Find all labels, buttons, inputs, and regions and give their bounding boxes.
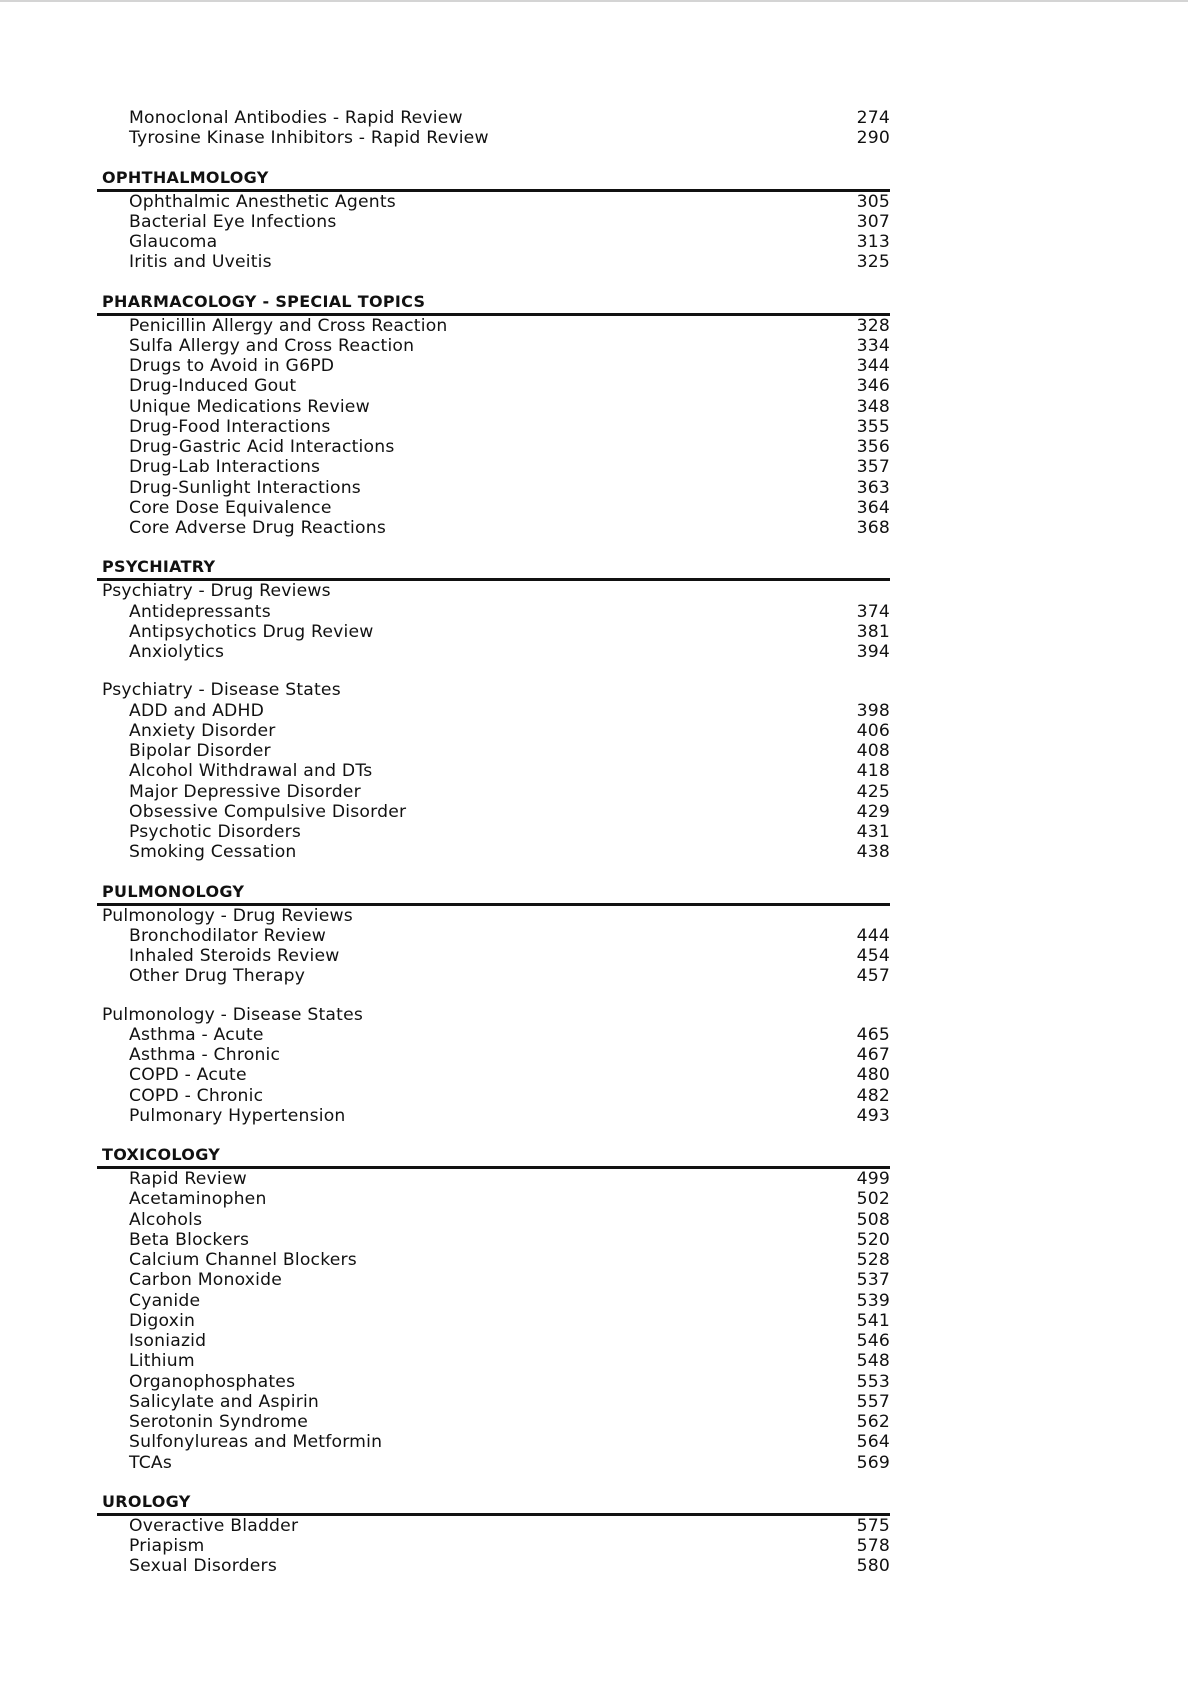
toc-entry[interactable] xyxy=(102,782,890,802)
toc-entry-page-number: 431 xyxy=(856,822,890,842)
section-heading: PHARMACOLOGY - SPECIAL TOPICS xyxy=(102,291,426,311)
toc-entry[interactable] xyxy=(102,1392,890,1412)
toc-entry-title: Iritis and Uveitis xyxy=(129,252,272,273)
toc-entry-page-number: 465 xyxy=(856,1024,890,1045)
section-heading: TOXICOLOGY xyxy=(102,1145,221,1164)
toc-entry[interactable] xyxy=(102,1556,890,1576)
toc-entry-page-number: 274 xyxy=(856,108,890,128)
toc-entry[interactable] xyxy=(102,457,890,477)
subsection-label: Psychiatry - Drug Reviews xyxy=(102,581,331,602)
toc-entry-page-number: 541 xyxy=(856,1310,890,1331)
toc-entry[interactable] xyxy=(102,642,890,662)
toc-entry-title: Carbon Monoxide xyxy=(129,1270,283,1291)
toc-entry-page-number: 548 xyxy=(856,1351,890,1372)
toc-entry[interactable] xyxy=(102,946,890,966)
toc-entry-page-number: 398 xyxy=(856,700,890,721)
toc-entry-page-number: 348 xyxy=(856,396,890,417)
toc-entry[interactable] xyxy=(102,622,890,642)
toc-entry-page-number: 313 xyxy=(856,232,890,252)
toc-entry[interactable] xyxy=(102,741,890,761)
toc-entry[interactable] xyxy=(102,1270,890,1290)
toc-entry-page-number: 307 xyxy=(856,211,890,232)
toc-entry[interactable] xyxy=(102,1250,890,1270)
toc-entry[interactable] xyxy=(102,1453,890,1473)
toc-entry-page-number: 537 xyxy=(856,1270,890,1291)
section-heading: PSYCHIATRY xyxy=(102,557,216,577)
toc-entry[interactable] xyxy=(102,822,890,842)
toc-entry-title: Asthma - Acute xyxy=(129,1024,264,1045)
toc-entry-title: Lithium xyxy=(129,1351,195,1372)
subsection-label: Psychiatry - Disease States xyxy=(102,680,341,701)
toc-entry-title: TCAs xyxy=(129,1452,173,1473)
toc-entry-title: Digoxin xyxy=(129,1310,196,1331)
toc-entry-title: Drug-Gastric Acid Interactions xyxy=(129,437,395,457)
toc-entry-title: Penicillin Allergy and Cross Reaction xyxy=(129,315,448,336)
toc-entry-page-number: 368 xyxy=(856,518,890,538)
toc-entry-page-number: 480 xyxy=(856,1065,890,1086)
toc-entry-page-number: 482 xyxy=(856,1085,890,1106)
toc-entry-page-number: 539 xyxy=(856,1290,890,1311)
toc-entry[interactable] xyxy=(102,1106,890,1126)
toc-entry-title: Psychotic Disorders xyxy=(129,822,302,842)
toc-entry[interactable] xyxy=(102,1516,890,1536)
toc-entry[interactable] xyxy=(102,602,890,622)
toc-entry-page-number: 557 xyxy=(856,1391,890,1412)
section-spacer xyxy=(102,538,890,557)
toc-entry-title: Antidepressants xyxy=(129,601,271,622)
toc-entry[interactable] xyxy=(102,842,890,862)
toc-entry-title: Drug-Induced Gout xyxy=(129,376,297,397)
toc-entry[interactable] xyxy=(102,437,890,457)
toc-entry-title: Anxiolytics xyxy=(129,642,225,662)
toc-entry-page-number: 564 xyxy=(856,1432,890,1453)
toc-entry-title: Overactive Bladder xyxy=(129,1515,299,1536)
toc-entry[interactable] xyxy=(102,1065,890,1085)
toc-entry[interactable] xyxy=(102,252,890,272)
toc-entry-page-number: 418 xyxy=(856,761,890,782)
toc-entry[interactable] xyxy=(102,192,890,212)
toc-entry-title: ADD and ADHD xyxy=(129,700,265,721)
toc-entry-title: Drug-Lab Interactions xyxy=(129,457,321,478)
toc-entry-page-number: 569 xyxy=(856,1452,890,1473)
section-spacer xyxy=(102,863,890,882)
toc-entry-page-number: 575 xyxy=(856,1515,890,1536)
toc-entry-page-number: 363 xyxy=(856,477,890,498)
section-heading: OPHTHALMOLOGY xyxy=(102,167,269,187)
toc-entry-page-number: 381 xyxy=(856,621,890,642)
toc-entry[interactable] xyxy=(102,1311,890,1331)
toc-entry-page-number: 444 xyxy=(856,925,890,946)
toc-entry-title: Core Dose Equivalence xyxy=(129,497,332,518)
table-of-contents xyxy=(102,108,890,1577)
toc-entry-page-number: 290 xyxy=(856,128,890,149)
toc-entry-page-number: 467 xyxy=(856,1045,890,1065)
toc-entry-page-number: 528 xyxy=(856,1250,890,1270)
toc-entry-page-number: 502 xyxy=(856,1189,890,1210)
toc-entry-title: Obsessive Compulsive Disorder xyxy=(129,801,407,822)
toc-entry[interactable] xyxy=(102,1210,890,1230)
toc-entry[interactable] xyxy=(102,336,890,356)
toc-entry-title: Drug-Sunlight Interactions xyxy=(129,477,361,498)
toc-entry[interactable] xyxy=(102,212,890,232)
toc-entry[interactable] xyxy=(102,926,890,946)
toc-entry-page-number: 355 xyxy=(856,416,890,437)
toc-entry-title: Monoclonal Antibodies - Rapid Review xyxy=(129,108,463,128)
toc-entry[interactable] xyxy=(102,356,890,376)
section-spacer xyxy=(102,1473,890,1492)
subsection-label: Pulmonology - Drug Reviews xyxy=(102,905,353,926)
toc-entry[interactable] xyxy=(102,397,890,417)
toc-entry[interactable] xyxy=(102,701,890,721)
toc-entry-title: Glaucoma xyxy=(129,232,218,252)
toc-entry-page-number: 374 xyxy=(856,601,890,622)
toc-entry[interactable] xyxy=(102,108,890,128)
toc-entry-title: Priapism xyxy=(129,1536,205,1556)
toc-entry-title: Antipsychotics Drug Review xyxy=(129,621,374,642)
toc-entry-title: Isoniazid xyxy=(129,1331,207,1351)
toc-entry-title: Alcohols xyxy=(129,1209,203,1230)
toc-entry-page-number: 408 xyxy=(856,741,890,761)
toc-entry-page-number: 499 xyxy=(856,1169,890,1189)
toc-entry-page-number: 508 xyxy=(856,1209,890,1230)
toc-entry-page-number: 328 xyxy=(856,315,890,336)
toc-entry-page-number: 562 xyxy=(856,1412,890,1432)
toc-entry[interactable] xyxy=(102,498,890,518)
toc-entry-title: Major Depressive Disorder xyxy=(129,781,361,802)
toc-entry-page-number: 364 xyxy=(856,497,890,518)
toc-entry-title: Bronchodilator Review xyxy=(129,925,327,946)
toc-entry-page-number: 580 xyxy=(856,1556,890,1577)
toc-entry[interactable] xyxy=(102,1169,890,1189)
toc-entry[interactable] xyxy=(102,1025,890,1045)
toc-entry[interactable] xyxy=(102,1230,890,1250)
toc-entry[interactable] xyxy=(102,1086,890,1106)
toc-entry-title: Organophosphates xyxy=(129,1371,296,1392)
section-heading: UROLOGY xyxy=(102,1491,191,1511)
toc-entry-title: Bipolar Disorder xyxy=(129,741,271,761)
toc-entry-title: Anxiety Disorder xyxy=(129,720,276,741)
toc-entry[interactable] xyxy=(102,232,890,252)
toc-entry[interactable] xyxy=(102,1372,890,1392)
toc-entry-page-number: 457 xyxy=(856,966,890,987)
toc-entry-title: Acetaminophen xyxy=(129,1189,267,1210)
toc-entry-title: COPD - Acute xyxy=(129,1065,247,1086)
toc-entry-title: Sulfa Allergy and Cross Reaction xyxy=(129,335,415,356)
toc-entry[interactable] xyxy=(102,478,890,498)
toc-entry-page-number: 493 xyxy=(856,1105,890,1126)
toc-entry-title: Sulfonylureas and Metformin xyxy=(129,1432,383,1453)
toc-entry[interactable] xyxy=(102,966,890,986)
toc-entry[interactable] xyxy=(102,1291,890,1311)
toc-entry[interactable] xyxy=(102,721,890,741)
group-spacer xyxy=(102,662,890,680)
toc-entry-page-number: 425 xyxy=(856,781,890,802)
toc-entry-page-number: 305 xyxy=(856,191,890,212)
toc-entry-page-number: 406 xyxy=(856,720,890,741)
section-spacer xyxy=(102,149,890,168)
toc-entry-page-number: 394 xyxy=(856,642,890,662)
toc-entry-title: Drugs to Avoid in G6PD xyxy=(129,356,335,376)
toc-entry-page-number: 438 xyxy=(856,842,890,863)
toc-entry[interactable] xyxy=(102,417,890,437)
toc-entry[interactable] xyxy=(102,1412,890,1432)
section-heading: PULMONOLOGY xyxy=(102,881,245,901)
toc-entry-title: Bacterial Eye Infections xyxy=(129,211,337,232)
toc-entry-page-number: 325 xyxy=(856,252,890,273)
toc-entry-page-number: 346 xyxy=(856,376,890,397)
toc-entry-page-number: 334 xyxy=(856,335,890,356)
toc-entry[interactable] xyxy=(102,1351,890,1371)
toc-entry-title: Unique Medications Review xyxy=(129,396,370,417)
toc-entry[interactable] xyxy=(102,376,890,396)
toc-entry-title: Cyanide xyxy=(129,1290,201,1311)
toc-entry-title: COPD - Chronic xyxy=(129,1085,264,1106)
toc-entry-title: Rapid Review xyxy=(129,1169,247,1189)
toc-entry-title: Drug-Food Interactions xyxy=(129,416,331,437)
toc-entry[interactable] xyxy=(102,1432,890,1452)
toc-entry-page-number: 520 xyxy=(856,1229,890,1250)
toc-entry-title: Other Drug Therapy xyxy=(129,966,306,987)
toc-entry-title: Sexual Disorders xyxy=(129,1556,277,1577)
toc-entry[interactable] xyxy=(102,1189,890,1209)
toc-entry-page-number: 344 xyxy=(856,356,890,376)
toc-entry-page-number: 553 xyxy=(856,1371,890,1392)
toc-entry-page-number: 454 xyxy=(856,946,890,966)
toc-entry-title: Pulmonary Hypertension xyxy=(129,1105,346,1126)
toc-entry-page-number: 429 xyxy=(856,801,890,822)
toc-entry[interactable] xyxy=(102,1045,890,1065)
toc-entry-page-number: 356 xyxy=(856,437,890,457)
toc-entry-title: Alcohol Withdrawal and DTs xyxy=(129,761,373,782)
toc-entry[interactable] xyxy=(102,128,890,148)
toc-entry[interactable] xyxy=(102,1331,890,1351)
toc-entry-title: Inhaled Steroids Review xyxy=(129,946,340,966)
toc-entry[interactable] xyxy=(102,316,890,336)
section-spacer xyxy=(102,1126,890,1145)
toc-entry[interactable] xyxy=(102,802,890,822)
toc-entry[interactable] xyxy=(102,1536,890,1556)
toc-entry-title: Asthma - Chronic xyxy=(129,1045,281,1065)
toc-entry-title: Tyrosine Kinase Inhibitors - Rapid Review xyxy=(129,128,489,149)
toc-entry[interactable] xyxy=(102,518,890,538)
toc-entry-page-number: 546 xyxy=(856,1331,890,1351)
section-spacer xyxy=(102,273,890,292)
toc-entry-title: Beta Blockers xyxy=(129,1229,250,1250)
toc-entry-title: Salicylate and Aspirin xyxy=(129,1391,320,1412)
toc-entry-title: Smoking Cessation xyxy=(129,842,297,863)
toc-entry-title: Core Adverse Drug Reactions xyxy=(129,518,386,538)
toc-entry[interactable] xyxy=(102,761,890,781)
group-spacer xyxy=(102,987,890,1005)
toc-entry-title: Calcium Channel Blockers xyxy=(129,1250,357,1270)
page-top-border xyxy=(0,0,1188,2)
subsection-label: Pulmonology - Disease States xyxy=(102,1004,364,1025)
toc-entry-title: Serotonin Syndrome xyxy=(129,1412,308,1432)
toc-entry-page-number: 357 xyxy=(856,457,890,478)
toc-entry-page-number: 578 xyxy=(856,1536,890,1556)
toc-entry-title: Ophthalmic Anesthetic Agents xyxy=(129,191,396,212)
